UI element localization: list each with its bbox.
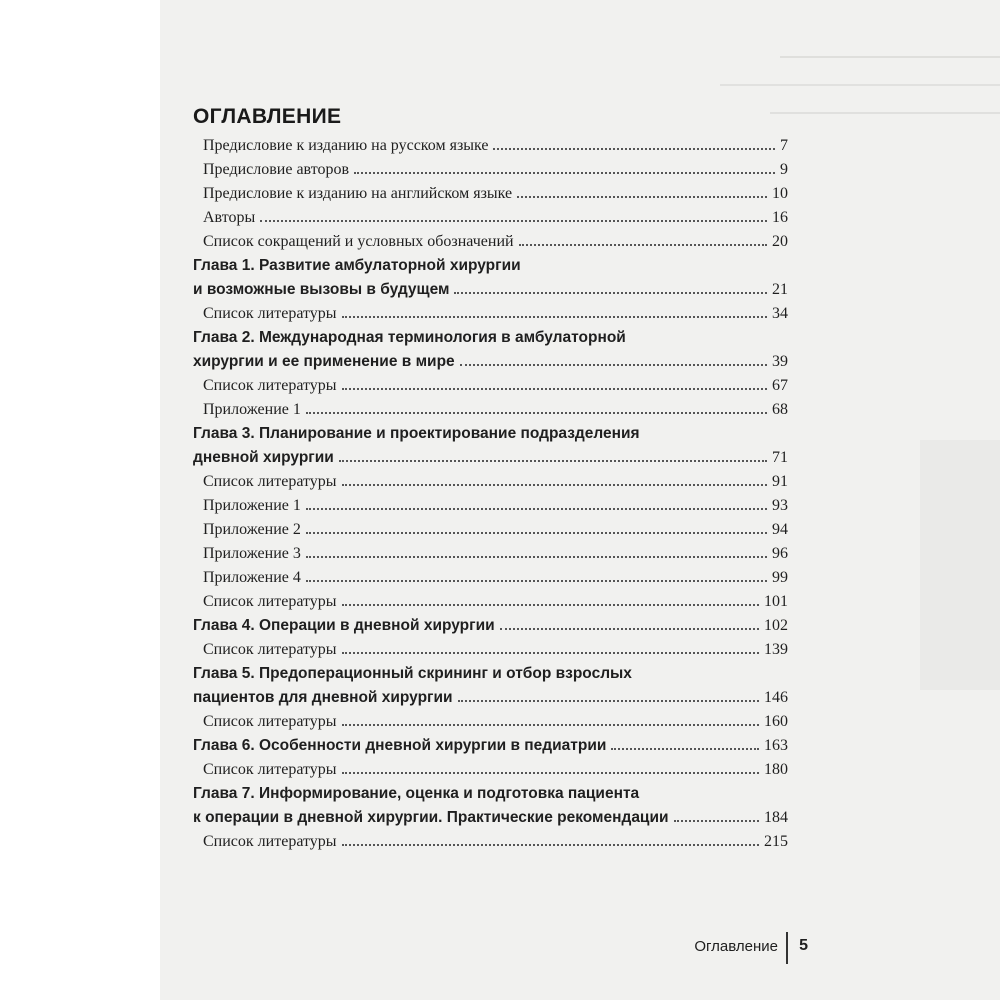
show-through-line [720, 70, 1000, 86]
toc-entry-page: 39 [772, 353, 788, 370]
dot-leader [342, 604, 759, 606]
toc-sub-entry[interactable] [193, 758, 788, 782]
dot-leader [260, 220, 767, 222]
toc-chapter-entry[interactable] [193, 614, 788, 638]
dot-leader [460, 364, 767, 366]
toc-entry-label: Список литературы [203, 305, 337, 322]
toc-front-entry[interactable] [193, 206, 788, 230]
toc-entry-label: Приложение 3 [203, 545, 301, 562]
toc-entry-page: 68 [772, 401, 788, 418]
toc-entry-label: пациентов для дневной хирургии [193, 689, 453, 706]
dot-leader [517, 196, 767, 198]
dot-leader [306, 580, 767, 582]
dot-leader [342, 652, 759, 654]
toc-entry-label: к операции в дневной хирургии. Практические рекомендации [193, 809, 669, 826]
footer-divider [786, 932, 788, 964]
toc-entry-label: Приложение 1 [203, 497, 301, 514]
toc-sub-entry[interactable] [193, 710, 788, 734]
dot-leader [500, 628, 759, 630]
toc-front-entry[interactable] [193, 230, 788, 254]
chapter-title-line[interactable]: Глава 1. Развитие амбулаторной хирургии [193, 257, 521, 274]
dot-leader [493, 148, 775, 150]
toc-sub-entry[interactable] [193, 638, 788, 662]
toc-entry-label: Предисловие к изданию на русском языке [203, 137, 489, 154]
dot-leader [342, 724, 759, 726]
toc-entry-page: 93 [772, 497, 788, 514]
toc-chapter-entry[interactable] [193, 350, 788, 374]
toc-entry-label: дневной хирургии [193, 449, 334, 466]
table-of-contents [193, 105, 788, 854]
toc-entry-page: 10 [772, 185, 788, 202]
toc-sub-entry[interactable] [193, 542, 788, 566]
dot-leader [306, 412, 767, 414]
toc-chapter-entry[interactable] [193, 686, 788, 710]
toc-entry-label: Список литературы [203, 833, 337, 850]
toc-sub-entry[interactable] [193, 566, 788, 590]
toc-entry-page: 7 [780, 137, 788, 154]
toc-entry-label: Список литературы [203, 473, 337, 490]
toc-entry-page: 139 [764, 641, 788, 658]
toc-entry-label: Авторы [203, 209, 256, 226]
dot-leader [342, 316, 767, 318]
toc-entry-page: 21 [772, 281, 788, 298]
toc-entry-page: 67 [772, 377, 788, 394]
toc-entry-label: Глава 4. Операции в дневной хирургии [193, 617, 495, 634]
toc-chapter-entry[interactable] [193, 734, 788, 758]
chapter-title-line[interactable]: Глава 3. Планирование и проектирование подразделения [193, 425, 640, 442]
toc-entry-page: 71 [772, 449, 788, 466]
toc-chapter-entry[interactable] [193, 806, 788, 830]
chapter-title-line[interactable]: Глава 7. Информирование, оценка и подготовка пациента [193, 785, 640, 802]
toc-sub-entry[interactable] [193, 302, 788, 326]
show-through-block [920, 440, 1000, 690]
toc-entry-label: Предисловие к изданию на английском языке [203, 185, 513, 202]
toc-entry-label: Список сокращений и условных обозначений [203, 233, 514, 250]
dot-leader [519, 244, 767, 246]
toc-entry-page: 99 [772, 569, 788, 586]
toc-sub-entry[interactable] [193, 830, 788, 854]
dot-leader [458, 700, 759, 702]
dot-leader [342, 484, 767, 486]
toc-front-entry[interactable] [193, 158, 788, 182]
toc-entry-label: Приложение 1 [203, 401, 301, 418]
toc-entry-label: Список литературы [203, 761, 337, 778]
toc-entry-page: 215 [764, 833, 788, 850]
chapter-title-line[interactable]: Глава 2. Международная терминология в амбулаторной [193, 329, 626, 346]
chapter-title-line[interactable]: Глава 5. Предоперационный скрининг и отбор взрослых [193, 665, 632, 682]
running-head: Оглавление [694, 938, 778, 955]
toc-entry-page: 91 [772, 473, 788, 490]
toc-entry-page: 34 [772, 305, 788, 322]
toc-entry-label: Список литературы [203, 377, 337, 394]
toc-entry-label: Список литературы [203, 713, 337, 730]
toc-entry-label: Приложение 2 [203, 521, 301, 538]
show-through-line [770, 98, 1000, 114]
toc-entry-page: 101 [764, 593, 788, 610]
toc-sub-entry[interactable] [193, 590, 788, 614]
toc-entry-page: 102 [764, 617, 788, 634]
toc-entry-label: Предисловие авторов [203, 161, 350, 178]
dot-leader [354, 172, 775, 174]
toc-chapter-entry[interactable] [193, 278, 788, 302]
toc-entry-page: 16 [772, 209, 788, 226]
dot-leader [454, 292, 767, 294]
toc-sub-entry[interactable] [193, 518, 788, 542]
toc-entry-page: 146 [764, 689, 788, 706]
toc-chapter-entry[interactable] [193, 446, 788, 470]
dot-leader [342, 388, 767, 390]
toc-entry-page: 160 [764, 713, 788, 730]
dot-leader [306, 508, 767, 510]
toc-sub-entry[interactable] [193, 398, 788, 422]
toc-entries [193, 134, 788, 854]
toc-entry-page: 20 [772, 233, 788, 250]
toc-entry-page: 184 [764, 809, 788, 826]
toc-sub-entry[interactable] [193, 494, 788, 518]
toc-sub-entry[interactable] [193, 470, 788, 494]
show-through-line [780, 42, 1000, 58]
dot-leader [611, 748, 759, 750]
dot-leader [674, 820, 759, 822]
toc-entry-label: Глава 6. Особенности дневной хирургии в педиатрии [193, 737, 607, 754]
toc-entry-label: хирургии и ее применение в мире [193, 353, 455, 370]
toc-entry-label: Список литературы [203, 593, 337, 610]
toc-entry-label: Приложение 4 [203, 569, 301, 586]
toc-entry-label: и возможные вызовы в будущем [193, 281, 450, 298]
toc-entry-page: 180 [764, 761, 788, 778]
toc-front-entry[interactable] [193, 134, 788, 158]
toc-entry-label: Список литературы [203, 641, 337, 658]
dot-leader [339, 460, 767, 462]
dot-leader [342, 772, 759, 774]
toc-front-entry[interactable] [193, 182, 788, 206]
dot-leader [306, 532, 767, 534]
page-number: 5 [799, 937, 808, 954]
toc-entry-page: 9 [780, 161, 788, 178]
dot-leader [342, 844, 759, 846]
toc-entry-page: 94 [772, 521, 788, 538]
dot-leader [306, 556, 767, 558]
toc-heading: ОГЛАВЛЕНИЕ [193, 105, 342, 128]
toc-sub-entry[interactable] [193, 374, 788, 398]
toc-entry-page: 163 [764, 737, 788, 754]
page-footer [600, 936, 813, 962]
toc-entry-page: 96 [772, 545, 788, 562]
